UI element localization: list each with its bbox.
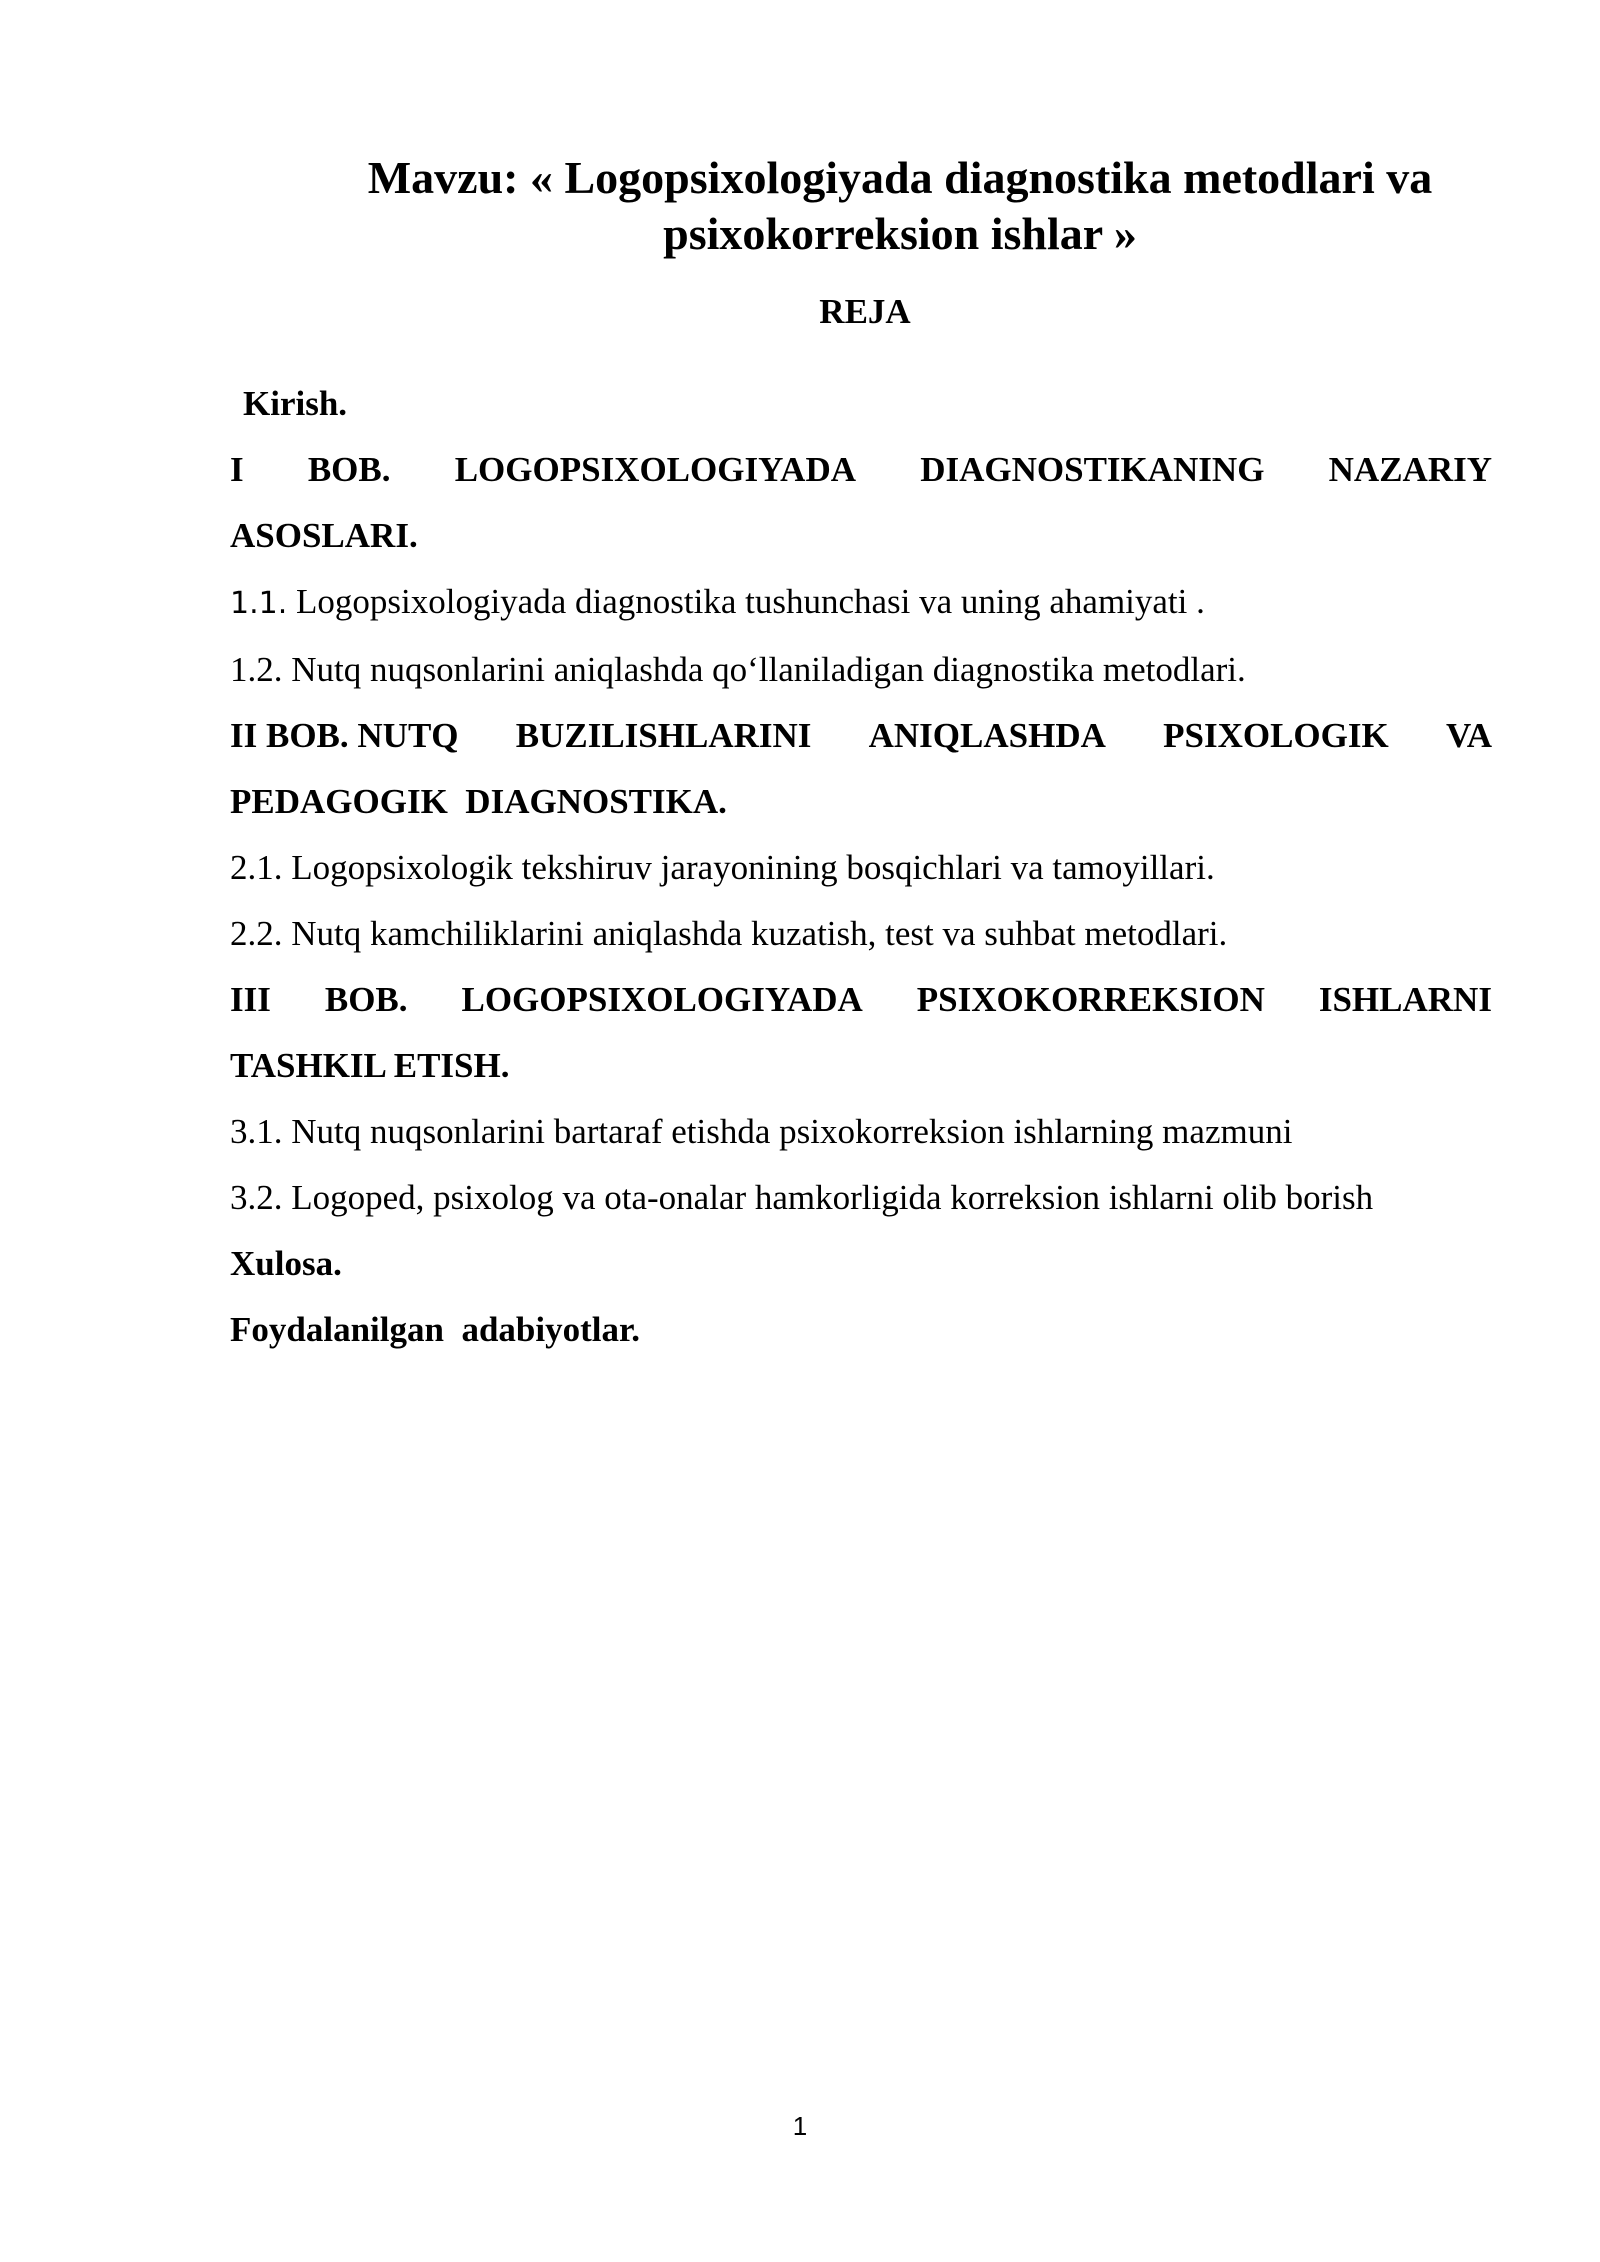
- toc-section-1-2: 1.2. Nutq nuqsonlarini aniqlashda qo‘llaniladigan diagnostika metodlari.: [230, 650, 1246, 689]
- title-line-1: Mavzu: « Logopsixologiyada diagnostika metodlari va: [367, 152, 1433, 203]
- page-number: 1: [792, 2111, 808, 2141]
- toc-chapter-2-heading: [230, 714, 1492, 758]
- chapter-3-word: ISHLARNI: [1318, 980, 1492, 1019]
- chapter-1-word: LOGOPSIXOLOGIYADA: [454, 450, 856, 489]
- toc-chapter-3-heading: [230, 978, 1492, 1022]
- toc-section-3-2: 3.2. Logoped, psixolog va ota-onalar hamkorligida korreksion ishlarni olib borish: [230, 1178, 1374, 1217]
- toc-chapter-1-heading: [230, 448, 1492, 492]
- document-title: [300, 150, 1500, 262]
- toc-section-1-1: [230, 580, 1492, 626]
- chapter-2-word: ANIQLASHDA: [868, 716, 1106, 755]
- chapter-2-word: PSIXOLOGIK: [1163, 716, 1389, 755]
- chapter-2-word: II BOB. NUTQ: [230, 716, 459, 755]
- chapter-2-word: VA: [1445, 716, 1492, 755]
- toc-section-2-1: 2.1. Logopsixologik tekshiruv jarayonining bosqichlari va tamoyillari.: [230, 848, 1215, 887]
- section-text: Logopsixologiyada diagnostika tushunchasi va uning ahamiyati .: [287, 582, 1205, 621]
- toc-chapter-1-heading-cont: ASOSLARI.: [230, 516, 418, 555]
- chapter-2-word: BUZILISHLARINI: [515, 716, 812, 755]
- chapter-3-word: BOB.: [324, 980, 408, 1019]
- toc-section-3-1: 3.1. Nutq nuqsonlarini bartaraf etishda psixokorreksion ishlarning mazmuni: [230, 1112, 1293, 1151]
- chapter-3-word: PSIXOKORREKSION: [916, 980, 1265, 1019]
- toc-chapter-2-heading-cont: PEDAGOGIK DIAGNOSTIKA.: [230, 782, 727, 821]
- toc-references: Foydalanilgan adabiyotlar.: [230, 1310, 641, 1349]
- chapter-3-word: LOGOPSIXOLOGIYADA: [461, 980, 863, 1019]
- toc-intro: Kirish.: [243, 384, 348, 423]
- toc-section-2-2: 2.2. Nutq kamchiliklarini aniqlashda kuzatish, test va suhbat metodlari.: [230, 914, 1228, 953]
- chapter-3-word: III: [230, 980, 271, 1019]
- chapter-1-word: NAZARIY: [1328, 450, 1492, 489]
- toc-conclusion: Xulosa.: [230, 1244, 342, 1283]
- chapter-1-word: DIAGNOSTIKANING: [920, 450, 1265, 489]
- title-line-2: psixokorreksion ishlar »: [663, 208, 1137, 259]
- chapter-1-word: I: [230, 450, 244, 489]
- plan-heading: REJA: [819, 292, 911, 331]
- section-number: 1.1.: [230, 586, 288, 621]
- chapter-1-word: BOB.: [307, 450, 391, 489]
- toc-chapter-3-heading-cont: TASHKIL ETISH.: [230, 1046, 510, 1085]
